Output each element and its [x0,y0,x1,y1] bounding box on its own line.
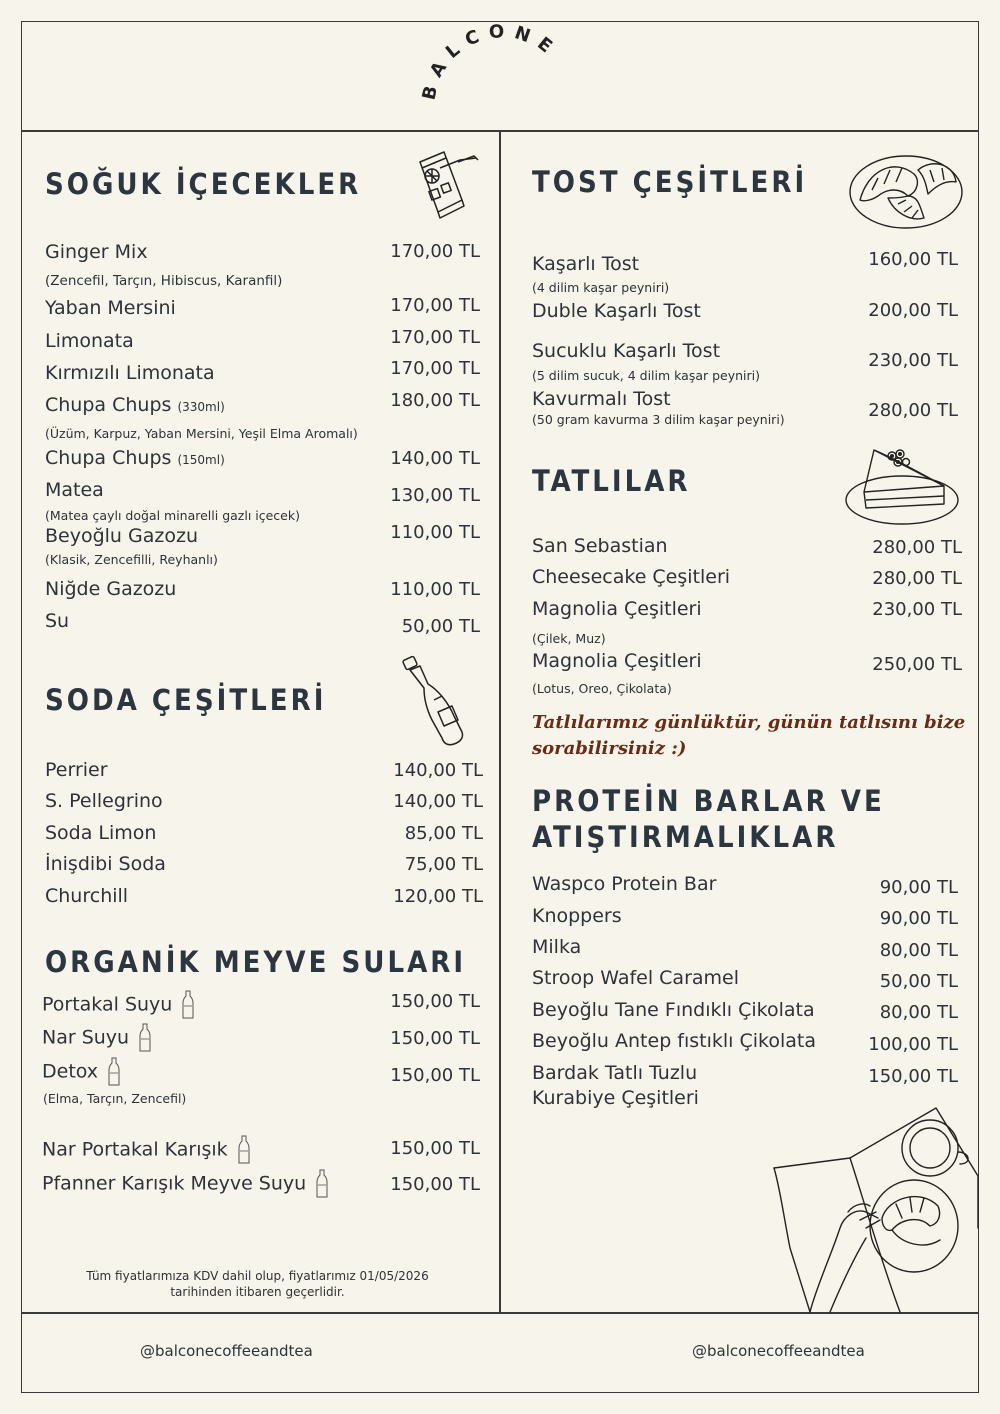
item-name: Portakal Suyu [42,993,173,1016]
item-name: Ginger Mix [45,241,148,263]
iced-drink-icon [400,148,484,224]
item-note: (Matea çaylı doğal minarelli gazlı içecek) [45,508,300,523]
section-title-soda: SODA ÇEŞİTLERİ [45,683,327,717]
item-price: 170,00 TL [390,358,480,379]
item-name: Stroop Wafel Caramel [532,967,740,989]
item-price: 150,00 TL [390,1174,480,1195]
juice-row [42,1135,250,1165]
item-price: 180,00 TL [390,390,480,411]
item-name: Cheesecake Çeşitleri [532,566,731,588]
item-name-line2: Kurabiye Çeşitleri [532,1087,699,1109]
item-name: Detox [42,1060,99,1083]
item-note: (5 dilim sucuk, 4 dilim kaşar peyniri) [532,368,761,383]
item-name: Magnolia Çeşitleri [532,598,702,620]
item-name: Yaban Mersini [45,297,176,319]
item-name: San Sebastian [532,535,668,557]
item-price: 85,00 TL [404,823,483,844]
item-price: 50,00 TL [401,616,480,637]
item-price: 80,00 TL [879,1002,958,1023]
item-price: 140,00 TL [393,791,483,812]
juice-row [42,1057,120,1087]
item-price: 100,00 TL [868,1034,958,1055]
item-name: Kırmızılı Limonata [45,362,215,384]
item-size: (330ml) [177,400,225,414]
item-note: (Zencefil, Tarçın, Hibiscus, Karanfil) [45,273,283,289]
item-name: Waspco Protein Bar [532,873,717,895]
item-price: 75,00 TL [404,854,483,875]
social-handle-right[interactable]: @balconecoffeeandtea [692,1342,865,1360]
item-note: (Üzüm, Karpuz, Yaban Mersini, Yeşil Elma Aromalı) [45,426,358,441]
juice-bottle-icon [182,990,194,1020]
coffee-croissant-illustration [770,1108,978,1312]
item-price: 170,00 TL [390,241,480,262]
juice-row [42,1169,328,1199]
dessert-note-line2: sorabilirsiniz :) [532,738,687,759]
dessert-note-line1: Tatlılarımız günlüktür, günün tatlısını bize [532,712,966,733]
item-name: Sucuklu Kaşarlı Tost [532,340,721,362]
item-name: Matea [45,479,104,501]
item-price: 50,00 TL [879,971,958,992]
item-name: Perrier [45,759,108,781]
item-size: (150ml) [177,453,225,467]
item-price: 250,00 TL [872,654,962,675]
item-name: S. Pellegrino [45,790,163,812]
item-name: Su [45,610,70,632]
item-name: Kavurmalı Tost [532,388,671,410]
section-title-tost: TOST ÇEŞİTLERİ [532,165,808,199]
item-price: 80,00 TL [879,940,958,961]
item-note: (Klasik, Zencefilli, Reyhanlı) [45,552,218,567]
item-name: Kaşarlı Tost [532,253,640,275]
item-note: (50 gram kavurma 3 dilim kaşar peyniri) [532,412,785,427]
item-price: 110,00 TL [390,522,480,543]
item-price: 170,00 TL [390,327,480,348]
item-price: 90,00 TL [879,908,958,929]
item-price: 150,00 TL [390,1028,480,1049]
item-name-with-size [45,447,225,469]
item-price: 150,00 TL [390,1138,480,1159]
item-name: Churchill [45,885,129,907]
juice-bottle-icon [238,1135,250,1165]
section-title-tatli: TATLILAR [532,464,691,498]
item-name: Pfanner Karışık Meyve Suyu [42,1172,307,1195]
item-name-with-size [45,394,225,416]
item-price: 90,00 TL [879,877,958,898]
item-price: 170,00 TL [390,295,480,316]
juice-bottle-icon [108,1057,120,1087]
svg-text:BALCONE [419,21,563,102]
dessert-note [532,710,972,762]
item-price: 140,00 TL [393,760,483,781]
item-name: Nar Portakal Karışık [42,1138,228,1161]
item-price: 120,00 TL [393,886,483,907]
item-name: Limonata [45,330,134,352]
item-price: 280,00 TL [872,537,962,558]
soda-bottle-icon [398,656,468,746]
item-price: 200,00 TL [868,300,958,321]
social-handle-left[interactable]: @balconecoffeeandtea [140,1342,313,1360]
item-name: Chupa Chups [45,447,172,469]
item-price: 110,00 TL [390,579,480,600]
juice-bottle-icon [139,1023,151,1053]
item-name: Knoppers [532,905,622,927]
section-title-protein [532,783,885,855]
item-name: Milka [532,936,582,958]
section-title-meyve: ORGANİK MEYVE SULARI [45,945,467,979]
item-price: 230,00 TL [872,599,962,620]
item-price: 230,00 TL [868,350,958,371]
item-name: Bardak Tatlı Tuzlu [532,1062,698,1084]
item-price: 130,00 TL [390,485,480,506]
item-price: 140,00 TL [390,448,480,469]
juice-row [42,990,194,1020]
juice-row [42,1023,151,1053]
column-divider [499,130,501,1313]
item-name: Beyoğlu Gazozu [45,525,198,547]
item-name: Chupa Chups [45,394,172,416]
section-title-protein-line1: PROTEİN BARLAR VE [532,784,885,818]
item-note: (Lotus, Oreo, Çikolata) [532,681,672,696]
brand-logo [400,21,600,120]
item-name: Soda Limon [45,822,157,844]
item-name: Beyoğlu Tane Fındıklı Çikolata [532,999,815,1021]
brand-name: BALCONE [418,21,564,103]
item-name: Magnolia Çeşitleri [532,650,702,672]
juice-bottle-icon [316,1169,328,1199]
cake-slice-icon [844,442,962,528]
item-note: (4 dilim kaşar peyniri) [532,280,670,295]
item-price: 150,00 TL [390,991,480,1012]
item-name: Duble Kaşarlı Tost [532,300,701,322]
item-price: 280,00 TL [868,400,958,421]
item-price: 150,00 TL [868,1066,958,1087]
item-price: 280,00 TL [872,568,962,589]
price-disclaimer: Tüm fiyatlarımıza KDV dahil olup, fiyatlarımız 01/05/2026 tarihinden itibaren geçerlidir. [86,1269,429,1299]
item-name: Beyoğlu Antep fıstıklı Çikolata [532,1030,816,1052]
section-title-soguk: SOĞUK İÇECEKLER [45,167,362,201]
item-note: (Elma, Tarçın, Zencefil) [43,1091,187,1106]
item-name: Niğde Gazozu [45,578,177,600]
item-note: (Çilek, Muz) [532,631,606,646]
item-price: 150,00 TL [390,1065,480,1086]
croissant-plate-icon [848,140,966,232]
section-title-protein-line2: ATIŞTIRMALIKLAR [532,820,839,854]
item-name: İnişdibi Soda [45,853,166,875]
item-price: 160,00 TL [868,249,958,270]
item-name: Nar Suyu [42,1026,130,1049]
